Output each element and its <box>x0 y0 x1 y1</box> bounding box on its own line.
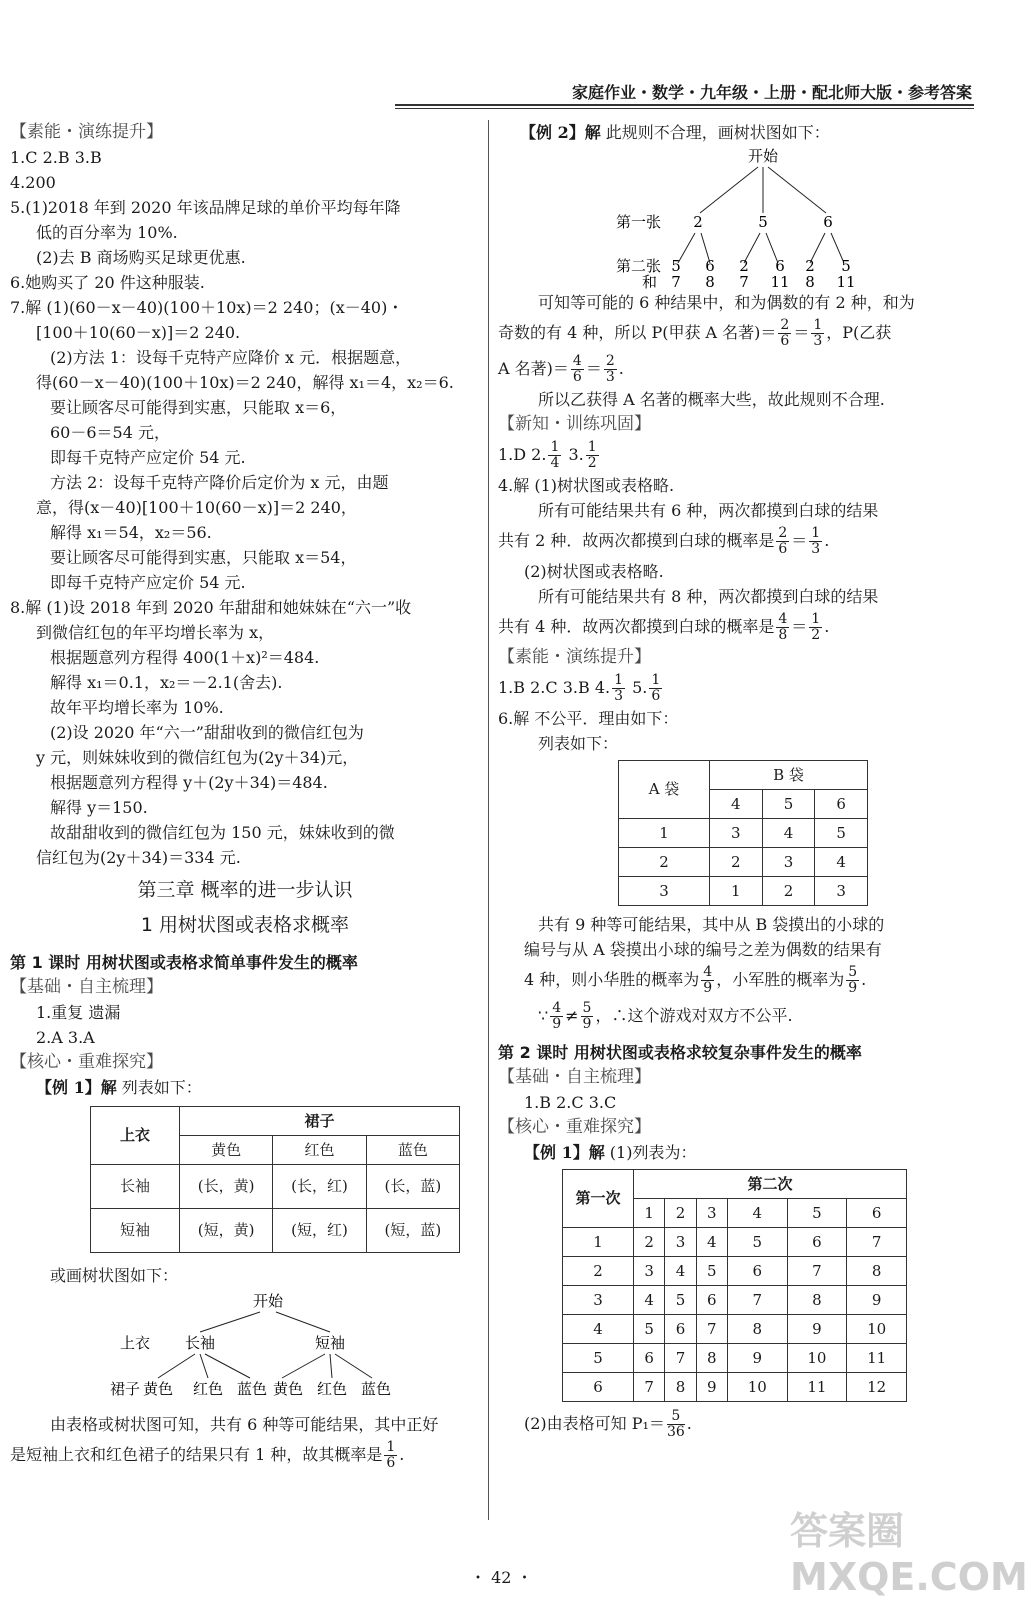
row-header: 2 <box>563 1257 634 1286</box>
table-cell: 10 <box>727 1373 787 1402</box>
tree-root: 开始 <box>252 1292 284 1310</box>
table-cell: 7 <box>665 1344 696 1373</box>
answer-line: 或画树状图如下： <box>50 1266 179 1285</box>
column-header: 4 <box>727 1199 787 1228</box>
column-header: 5 <box>762 790 815 819</box>
section-heading: 【素能・演练提升】 <box>10 122 163 142</box>
example-text: 此规则不合理，画树状图如下： <box>600 123 830 142</box>
answer-line: 解得 y＝150. <box>50 798 148 817</box>
text-run: 3. <box>563 445 584 464</box>
fraction <box>701 965 714 996</box>
table-cell: 6 <box>665 1315 696 1344</box>
example-line <box>498 120 978 145</box>
table-cell: 8 <box>727 1315 787 1344</box>
tree-node: 2 <box>693 213 703 231</box>
answer-line: (2)树状图或表格略. <box>524 562 664 581</box>
answer-line: 60－6＝54 元， <box>50 423 170 442</box>
tree-sum: 11 <box>836 273 856 291</box>
numerator: 2 <box>780 317 790 333</box>
denominator: 6 <box>386 1455 396 1471</box>
tree-node: 长袖 <box>184 1334 216 1352</box>
answer-line: y 元，则妹妹收到的微信红包为(2y＋34)元， <box>36 748 359 767</box>
table-cell: 5 <box>696 1257 727 1286</box>
denominator: 2 <box>587 455 597 471</box>
tree-leaf: 黄色 <box>272 1380 304 1398</box>
answer-line: 2.A 3.A <box>36 1028 95 1047</box>
numerator: 1 <box>651 672 661 688</box>
answer-line: 所有可能结果共有 6 种，两次都摸到白球的结果 <box>538 501 879 520</box>
answer-line: 到微信红包的年平均增长率为 x， <box>36 623 275 642</box>
numerator: 5 <box>667 1409 685 1425</box>
tree-branch <box>158 1354 195 1378</box>
fraction <box>811 318 824 349</box>
fraction <box>809 612 822 643</box>
section-heading: 【核心・重难探究】 <box>498 1117 651 1137</box>
table-top-header: 第二次 <box>634 1170 907 1199</box>
example-line <box>10 1075 480 1100</box>
row-header: 5 <box>563 1344 634 1373</box>
table-cell: 5 <box>665 1286 696 1315</box>
tree-leaf: 蓝色 <box>360 1380 392 1398</box>
numerator: 5 <box>582 1000 592 1016</box>
text-run: . <box>861 970 867 989</box>
text-run: 奇数的有 4 种，所以 P(甲获 A 名著)＝ <box>498 323 777 342</box>
answer-line: 意，得(x－40)[100＋10(60－x)]＝2 240， <box>36 498 357 517</box>
table-cell: 5 <box>815 819 868 848</box>
text-run: . <box>824 617 830 636</box>
section-heading: 【素能・演练提升】 <box>498 647 651 667</box>
denominator: 6 <box>778 541 788 557</box>
denominator: 6 <box>572 369 582 385</box>
table-cell: 5 <box>634 1315 665 1344</box>
answer-line: 解得 x₁＝54，x₂＝56. <box>50 523 212 542</box>
table-cell: 3 <box>710 819 763 848</box>
answer-line <box>498 315 978 351</box>
numerator: 4 <box>778 611 788 627</box>
answer-line: 解得 x₁＝0.1，x₂＝－2.1(舍去). <box>50 673 283 692</box>
table-corner: 上衣 <box>91 1107 180 1165</box>
answer-line: 要让顾客尽可能得到实惠，只能取 x＝6， <box>50 398 347 417</box>
tree-node: 5 <box>758 213 768 231</box>
table-cell: 8 <box>787 1286 847 1315</box>
answer-line: 由表格或树状图可知，共有 6 种等可能结果，其中正好 <box>50 1415 439 1434</box>
table-cell: (短，蓝) <box>366 1209 459 1253</box>
answer-line: 低的百分率为 10%. <box>36 223 178 242</box>
answer-line: 即每千克特产应定价 54 元. <box>50 573 246 592</box>
tree-leaf: 黄色 <box>142 1380 174 1398</box>
fraction <box>571 354 584 385</box>
page-header: 家庭作业・数学・九年级・上册・配北师大版・参考答案 <box>571 83 972 102</box>
example-line <box>498 1140 978 1165</box>
denominator: 9 <box>582 1016 592 1032</box>
numerator: 1 <box>614 672 623 688</box>
lesson-title: 第 1 课时 用树状图或表格求简单事件发生的概率 <box>10 953 358 972</box>
column-header: 6 <box>847 1199 907 1228</box>
answer-line: 6.她购买了 20 件这种服装. <box>10 273 205 292</box>
fraction <box>778 318 791 349</box>
fraction <box>550 1001 563 1032</box>
text-run: 共有 2 种．故两次都摸到白球的概率是 <box>498 531 775 550</box>
text-run: ，∴这个游戏对双方不公平. <box>595 1006 793 1025</box>
answer-line: 根据题意列方程得 400(1＋x)²＝484. <box>50 648 320 667</box>
example-text: (1)列表为： <box>604 1143 697 1162</box>
tree-level-label: 和 <box>642 273 658 291</box>
section-heading: 【核心・重难探究】 <box>10 1052 163 1072</box>
text-run: . <box>824 531 830 550</box>
left-column <box>10 120 480 1473</box>
table-cell: (短，红) <box>273 1209 366 1253</box>
answer-line: [100＋10(60－x)]＝2 240. <box>36 323 241 342</box>
answer-line: 所以乙获得 A 名著的概率大些，故此规则不合理. <box>538 390 885 409</box>
answer-line: 7.解 (1)(60－x－40)(100＋10x)＝2 240；(x－40)・ <box>10 298 404 317</box>
answer-line: 所有可能结果共有 8 种，两次都摸到白球的结果 <box>538 587 879 606</box>
tree-leaf: 红色 <box>192 1380 224 1398</box>
tree-branch <box>276 1312 330 1332</box>
table-cell: (长，红) <box>273 1165 366 1209</box>
fraction <box>612 673 625 704</box>
table-cell: 10 <box>847 1315 907 1344</box>
numerator: 4 <box>703 964 713 980</box>
answer-line: 5.(1)2018 年到 2020 年该品牌足球的单价平均每年降 <box>10 198 401 217</box>
text-run: ，P(乙获 <box>826 323 892 342</box>
answer-line: (2)方法 1：设每千克特产应降价 x 元．根据题意， <box>50 348 412 367</box>
table-cell: 2 <box>762 877 815 906</box>
table-corner: A 袋 <box>619 761 710 819</box>
tree-level-label: 第一张 <box>616 213 662 231</box>
answer-line: 列表如下： <box>538 734 619 753</box>
row-header: 1 <box>563 1228 634 1257</box>
text-run: (2)由表格可知 P₁＝ <box>524 1414 665 1433</box>
section-heading: 【基础・自主梳理】 <box>10 977 163 997</box>
example-label: 【例 2】解 <box>520 123 601 142</box>
tree-leaf: 5 <box>671 257 681 275</box>
table-cell: 9 <box>727 1344 787 1373</box>
tree-sum: 8 <box>705 273 715 291</box>
answer-line: 4.200 <box>10 173 56 192</box>
table-cell: 12 <box>847 1373 907 1402</box>
answer-line: (2)去 B 商场购买足球更优惠. <box>36 248 246 267</box>
row-header: 3 <box>563 1286 634 1315</box>
column-header: 红色 <box>273 1136 366 1165</box>
header-rule <box>395 104 974 106</box>
numerator: 4 <box>572 353 582 369</box>
row-header: 1 <box>619 819 710 848</box>
table-cell: 2 <box>710 848 763 877</box>
table-cell: 3 <box>762 848 815 877</box>
column-header: 5 <box>787 1199 847 1228</box>
example-text: 列表如下： <box>116 1078 202 1097</box>
text-run: 4 种，则小华胜的概率为 <box>524 970 700 989</box>
answer-line <box>498 523 978 559</box>
answer-line: 要让顾客尽可能得到实惠，只能取 x＝54， <box>50 548 357 567</box>
tree-level-label: 上衣 <box>120 1334 151 1352</box>
answer-line: 1.重复 遗漏 <box>36 1003 121 1022</box>
table-cell: 10 <box>787 1344 847 1373</box>
text-run: A 名著)＝ <box>498 359 569 378</box>
tree-leaf: 6 <box>705 257 715 275</box>
fraction <box>776 612 789 643</box>
clothing-tree-diagram <box>10 1288 480 1408</box>
chapter-title: 第三章 概率的进一步认识 <box>137 879 353 901</box>
tree-node: 6 <box>823 213 833 231</box>
text-run: 是短袖上衣和红色裙子的结果只有 1 种，故其概率是 <box>10 1445 383 1464</box>
tree-leaf: 蓝色 <box>236 1380 268 1398</box>
tree-leaf: 红色 <box>316 1380 348 1398</box>
denominator: 9 <box>552 1016 562 1032</box>
answer-line: 1.B 2.C 3.C <box>524 1093 617 1112</box>
numerator: 1 <box>386 1439 396 1455</box>
table-cell: 3 <box>815 877 868 906</box>
table-cell: 8 <box>665 1373 696 1402</box>
answer-line <box>498 670 978 706</box>
card-tree-diagram <box>498 145 978 290</box>
answer-line: 编号与从 A 袋摸出小球的编号之差为偶数的结果有 <box>524 940 882 959</box>
example-label: 【例 1】解 <box>36 1078 117 1097</box>
text-run: ≠ <box>565 1006 579 1025</box>
fraction <box>581 1001 594 1032</box>
answer-line: 故年平均增长率为 10%. <box>50 698 224 717</box>
denominator: 9 <box>848 980 858 996</box>
denominator: 8 <box>778 627 788 643</box>
answer-line: 6.解 不公平．理由如下： <box>498 709 679 728</box>
fraction <box>846 965 859 996</box>
column-header: 2 <box>665 1199 696 1228</box>
text-run: . <box>618 359 624 378</box>
table-cell: 6 <box>727 1257 787 1286</box>
numerator: 1 <box>811 611 821 627</box>
answer-line: 即每千克特产应定价 54 元. <box>50 448 246 467</box>
denominator: 4 <box>550 455 560 471</box>
fraction <box>649 673 662 704</box>
row-header: 3 <box>619 877 710 906</box>
table-cell: 6 <box>634 1344 665 1373</box>
numerator: 2 <box>605 353 615 369</box>
table-cell: 7 <box>696 1315 727 1344</box>
denominator: 3 <box>811 541 821 557</box>
table-cell: 8 <box>696 1344 727 1373</box>
clothing-table <box>90 1106 460 1253</box>
answer-line: 1.C 2.B 3.B <box>10 148 102 167</box>
answer-line: 得(60－x－40)(100＋10x)＝2 240，解得 x₁＝4，x₂＝6. <box>36 373 454 392</box>
table-cell: 4 <box>762 819 815 848</box>
answer-line: (2)设 2020 年“六一”甜甜收到的微信红包为 <box>50 723 364 742</box>
tree-leaf: 2 <box>739 257 749 275</box>
table-cell: 3 <box>634 1257 665 1286</box>
numerator: 1 <box>587 439 597 455</box>
tree-sum: 7 <box>739 273 749 291</box>
answer-line: 故甜甜收到的微信红包为 150 元，妹妹收到的微 <box>50 823 395 842</box>
numerator: 2 <box>778 525 788 541</box>
tree-root: 开始 <box>747 147 779 165</box>
table-top-header: 裙子 <box>180 1107 460 1136</box>
table-cell: 3 <box>665 1228 696 1257</box>
fraction <box>548 440 561 471</box>
text-run: 5. <box>627 678 648 697</box>
row-header: 6 <box>563 1373 634 1402</box>
tree-branch <box>200 1312 260 1332</box>
table-cell: 6 <box>787 1228 847 1257</box>
denominator: 3 <box>813 333 823 349</box>
table-cell: 6 <box>696 1286 727 1315</box>
column-header: 蓝色 <box>366 1136 459 1165</box>
text-run: ，小军胜的概率为 <box>716 970 845 989</box>
answer-line <box>498 609 978 645</box>
table-cell: (长，蓝) <box>366 1165 459 1209</box>
row-header: 长袖 <box>91 1165 180 1209</box>
tree-branch <box>205 1354 250 1378</box>
tree-branch <box>700 167 758 213</box>
text-run: 1.B 2.C 3.B 4. <box>498 678 611 697</box>
table-cell: 7 <box>634 1373 665 1402</box>
table-cell: 9 <box>696 1373 727 1402</box>
tree-sum: 7 <box>671 273 681 291</box>
tree-branch <box>282 1354 325 1378</box>
denominator: 3 <box>614 688 623 704</box>
tree-leaf: 5 <box>841 257 851 275</box>
answer-line <box>498 998 978 1034</box>
table-cell: 5 <box>727 1228 787 1257</box>
table-cell: 11 <box>787 1373 847 1402</box>
table-cell: 7 <box>847 1228 907 1257</box>
text-run: . <box>686 1414 692 1433</box>
section-title: 1 用树状图或表格求概率 <box>140 914 350 936</box>
page-number: ・ 42 ・ <box>470 1568 533 1587</box>
numerator: 4 <box>552 1000 562 1016</box>
dice-table <box>562 1169 907 1402</box>
tree-node: 短袖 <box>314 1334 346 1352</box>
column-header: 黄色 <box>180 1136 273 1165</box>
denominator: 2 <box>811 627 821 643</box>
numerator: 1 <box>811 525 821 541</box>
text-run: ＝ <box>791 617 808 636</box>
tree-level-label: 第二张 <box>616 257 662 275</box>
column-divider <box>488 120 489 1520</box>
tree-leaf: 6 <box>775 257 785 275</box>
text-run: ＝ <box>793 323 810 342</box>
example-label: 【例 1】解 <box>524 1143 605 1162</box>
table-cell: 11 <box>847 1344 907 1373</box>
tree-sum: 8 <box>805 273 815 291</box>
denominator: 6 <box>780 333 790 349</box>
table-cell: 7 <box>727 1286 787 1315</box>
answer-line <box>498 351 978 387</box>
table-cell: 7 <box>787 1257 847 1286</box>
fraction <box>809 526 822 557</box>
ball-table <box>618 760 868 906</box>
lesson-title: 第 2 课时 用树状图或表格求较复杂事件发生的概率 <box>498 1043 862 1062</box>
table-cell: 8 <box>847 1257 907 1286</box>
tree-branch <box>200 1354 208 1378</box>
fraction <box>667 1409 685 1440</box>
tree-branch <box>330 1354 332 1378</box>
section-heading: 【新知・训练巩固】 <box>498 414 651 434</box>
column-header: 6 <box>815 790 868 819</box>
fraction <box>586 440 599 471</box>
answer-line: 是短袖上衣和红色裙子的结果只有 1 种，故其概率是 $\frac{1}{6}$ . <box>10 1439 405 1471</box>
answer-line <box>498 437 978 473</box>
text-run: 共有 4 种．故两次都摸到白球的概率是 <box>498 617 775 636</box>
text-run: ∵ <box>538 1006 549 1025</box>
numerator: 1 <box>550 439 560 455</box>
table-cell: 2 <box>634 1228 665 1257</box>
table-top-header: B 袋 <box>710 761 868 790</box>
table-corner: 第一次 <box>563 1170 634 1228</box>
fraction <box>384 1440 397 1471</box>
answer-line <box>498 1406 978 1442</box>
row-header: 4 <box>563 1315 634 1344</box>
answer-line <box>498 962 978 998</box>
table-cell: 9 <box>847 1286 907 1315</box>
numerator: 5 <box>848 964 858 980</box>
text-run: 1.D 2. <box>498 445 547 464</box>
denominator: 6 <box>651 688 661 704</box>
row-header: 2 <box>619 848 710 877</box>
table-cell: 4 <box>634 1286 665 1315</box>
header-rule-thin <box>395 108 974 109</box>
table-cell: (短，黄) <box>180 1209 273 1253</box>
tree-branch <box>335 1354 372 1378</box>
answer-line: 方法 2：设每千克特产降价后定价为 x 元，由题 <box>50 473 389 492</box>
numerator: 1 <box>813 317 823 333</box>
denominator: 9 <box>703 980 713 996</box>
text-run: ＝ <box>791 531 808 550</box>
answer-line: 信红包为(2y＋34)＝334 元. <box>36 848 241 867</box>
column-header: 4 <box>710 790 763 819</box>
table-cell: 9 <box>787 1315 847 1344</box>
tree-level-label: 裙子 <box>110 1380 141 1398</box>
tree-branch <box>768 167 826 213</box>
table-cell: 4 <box>665 1257 696 1286</box>
answer-line: 8.解 (1)设 2018 年到 2020 年甜甜和她妹妹在“六一”收 <box>10 598 412 617</box>
right-column <box>498 120 978 1442</box>
fraction <box>604 354 617 385</box>
text-run: ＝ <box>585 359 602 378</box>
answer-line: 共有 9 种等可能结果，其中从 B 袋摸出的小球的 <box>538 915 885 934</box>
table-cell: 4 <box>696 1228 727 1257</box>
answer-line: 可知等可能的 6 种结果中，和为偶数的有 2 种，和为 <box>538 293 915 312</box>
row-header: 短袖 <box>91 1209 180 1253</box>
tree-sum: 11 <box>770 273 790 291</box>
denominator: 3 <box>605 369 615 385</box>
table-cell: (长，黄) <box>180 1165 273 1209</box>
denominator: 36 <box>666 1424 685 1440</box>
table-cell: 1 <box>710 877 763 906</box>
fraction <box>776 526 789 557</box>
column-header: 1 <box>634 1199 665 1228</box>
column-header: 3 <box>696 1199 727 1228</box>
table-cell: 4 <box>815 848 868 877</box>
answer-line: 4.解 (1)树状图或表格略. <box>498 476 675 495</box>
tree-leaf: 2 <box>805 257 815 275</box>
answer-line: 根据题意列方程得 y＋(2y＋34)＝484. <box>50 773 328 792</box>
section-heading: 【基础・自主梳理】 <box>498 1067 651 1087</box>
watermark: 答案圈 MXQE.COM <box>790 1509 1028 1599</box>
